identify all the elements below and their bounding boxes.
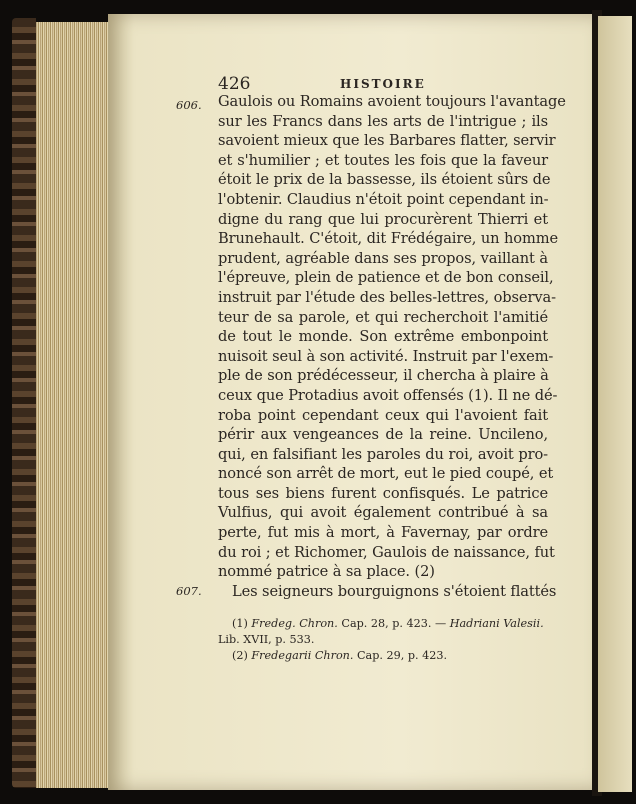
text-line: périr aux vengeances de la reine. Uncileno, bbox=[218, 426, 548, 444]
text-line: perte, fut mis à mort, à Favernay, par ordre bbox=[218, 524, 548, 542]
book-cover-edge bbox=[12, 18, 36, 788]
text-line: Brunehault. C'étoit, dit Frédégaire, un homme bbox=[218, 230, 558, 248]
facing-page-edge bbox=[598, 16, 632, 792]
text-line: noncé son arrêt de mort, eut le pied coupé, et bbox=[218, 465, 554, 483]
text-line: Gaulois ou Romains avoient toujours l'avantage bbox=[218, 93, 566, 110]
text-line: nuisoit seul à son activité. Instruit par l'exem- bbox=[218, 347, 554, 365]
text-line: l'obtenir. Claudius n'étoit point cependant in- bbox=[218, 190, 549, 208]
text-line: tous ses biens furent confisqués. Le patrice bbox=[218, 484, 548, 502]
text-line: ple de son prédécesseur, il chercha à plaire à bbox=[218, 367, 549, 385]
margin-year-606: 606. bbox=[176, 98, 202, 112]
footnote-1-number: (1) bbox=[232, 617, 248, 630]
footnote-1-source-2: Hadriani Valesii. bbox=[449, 617, 544, 630]
page-number: 426 bbox=[218, 74, 251, 94]
footnotes bbox=[218, 616, 552, 664]
footnote-1-reference: Cap. 28, p. 423. — bbox=[341, 617, 447, 630]
text-line: l'épreuve, plein de patience et de bon conseil, bbox=[218, 269, 554, 287]
page-edges bbox=[36, 22, 114, 788]
footnote-2-reference: Cap. 29, p. 423. bbox=[357, 649, 448, 662]
text-line: du roi ; et Richomer, Gaulois de naissance, fut bbox=[218, 543, 555, 561]
margin-year-607: 607. bbox=[176, 584, 202, 598]
footnote-2 bbox=[232, 648, 552, 664]
text-line: et s'humilier ; et toutes les fois que la faveur bbox=[218, 151, 548, 169]
text-line: Les seigneurs bourguignons s'étoient flattés bbox=[232, 582, 557, 600]
footnote-1-continuation: Lib. XVII, p. 533. bbox=[218, 633, 315, 646]
text-line: Vulfius, qui avoit également contribué à sa bbox=[218, 504, 548, 522]
body-text bbox=[218, 92, 566, 601]
text-line: teur de sa parole, et qui recherchoit l'amitié bbox=[218, 308, 548, 326]
text-line: étoit le prix de la bassesse, ils étoient sûrs de bbox=[218, 171, 551, 189]
footnote-2-source: Fredegarii Chron. bbox=[251, 649, 354, 662]
text-line: sur les Francs dans les arts de l'intrigue ; ils bbox=[218, 112, 548, 130]
text-line: prudent, agréable dans ses propos, vaillant à bbox=[218, 249, 548, 267]
text-line: savoient mieux que les Barbares flatter, servir bbox=[218, 132, 556, 150]
footnote-1 bbox=[232, 616, 552, 632]
text-line: instruit par l'étude des belles-lettres, observa- bbox=[218, 288, 556, 306]
running-title: HISTOIRE bbox=[340, 77, 426, 91]
text-line: digne du rang que lui procurèrent Thierri et bbox=[218, 210, 548, 228]
text-line: roba point cependant ceux qui l'avoient fait bbox=[218, 406, 548, 424]
text-line: nommé patrice à sa place. (2) bbox=[218, 563, 435, 581]
text-line: de tout le monde. Son extrême embonpoint bbox=[218, 328, 548, 346]
footnote-1-source: Fredeg. Chron. bbox=[251, 617, 338, 630]
text-line: qui, en falsifiant les paroles du roi, avoit pro- bbox=[218, 445, 548, 463]
footnote-2-number: (2) bbox=[232, 649, 248, 662]
text-line: ceux que Protadius avoit offensés (1). Il ne dé- bbox=[218, 386, 558, 404]
